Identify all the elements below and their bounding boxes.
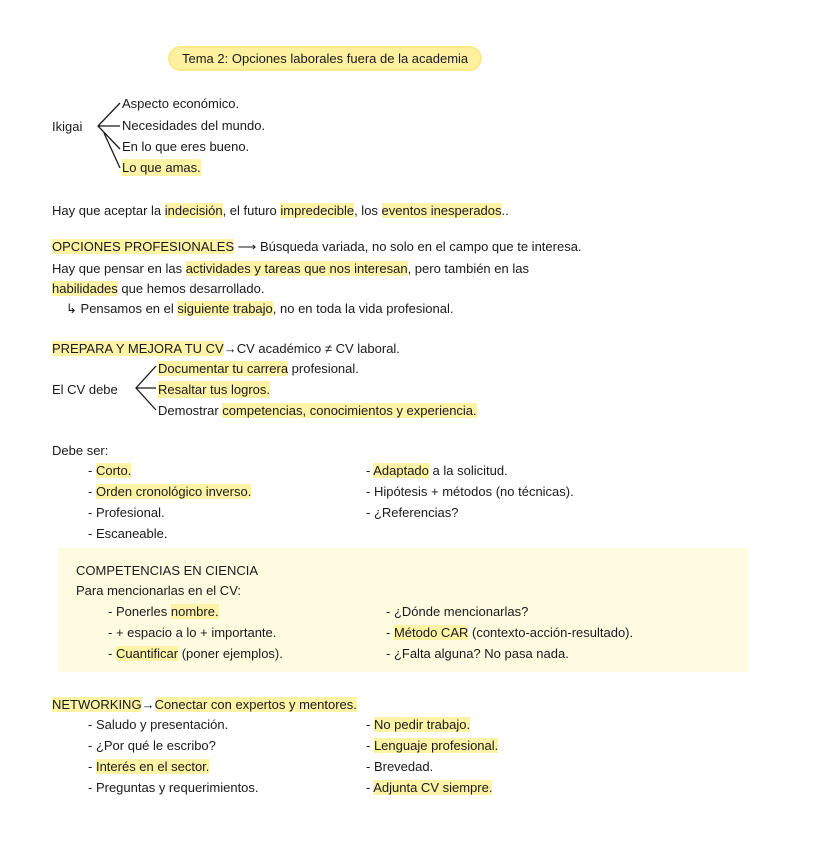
opciones-heading: OPCIONES PROFESIONALES [52,239,235,254]
list-item: - ¿Referencias? [366,505,459,520]
cv-heading: PREPARA Y MEJORA TU CV [52,341,224,356]
ikigai-item: Necesidades del mundo. [122,118,266,133]
list-item: - ¿Por qué le escribo? [88,738,216,753]
arrow-icon: → [223,341,237,356]
list-item: - Brevedad. [366,759,434,774]
list-item: - Corto. [88,463,132,478]
list-item: - + espacio a lo + importante. [108,625,277,640]
cv-line: PREPARA Y MEJORA TU CV→CV académico ≠ CV laboral. [52,341,400,356]
opciones-line2: Hay que pensar en las actividades y tareas que nos interesan, pero también en las [52,261,529,276]
list-item: - ¿Dónde mencionarlas? [386,604,529,619]
page-title: Tema 2: Opciones laborales fuera de la academia [170,48,480,69]
ikigai-item: Aspecto económico. [122,96,240,111]
ikigai-brace-icon [96,100,122,172]
ikigai-item: Lo que amas. [122,160,201,175]
list-item: - Adjunta CV siempre. [366,780,493,795]
networking-heading: NETWORKING [52,697,142,712]
list-item: - Escaneable. [88,526,168,541]
opciones-line3: habilidades que hemos desarrollado. [52,281,265,296]
list-item: - Método CAR (contexto-acción-resultado). [386,625,634,640]
list-item: - Saludo y presentación. [88,717,229,732]
list-item: - Adaptado a la solicitud. [366,463,508,478]
list-item: - Preguntas y requerimientos. [88,780,259,795]
arrow-icon: → [141,697,155,712]
list-item: - Interés en el sector. [88,759,210,774]
competencias-heading: COMPETENCIAS EN CIENCIA [76,563,259,578]
opciones-line4: ↳ Pensamos en el siguiente trabajo, no en toda la vida profesional. [66,301,454,316]
ikigai-label: Ikigai [52,119,83,134]
ikigai-item: En lo que eres bueno. [122,139,250,154]
list-item: - No pedir trabajo. [366,717,471,732]
list-item: - Hipótesis + métodos (no técnicas). [366,484,574,499]
cv-item: Documentar tu carrera profesional. [158,361,359,376]
accept-line: Hay que aceptar la indecisión, el futuro impredecible, los eventos inesperados.. [52,203,509,218]
list-item: - Lenguaje profesional. [366,738,499,753]
opciones-line: OPCIONES PROFESIONALES ⟶ Búsqueda variada, no solo en el campo que te interesa. [52,239,582,254]
long-arrow-icon: ⟶ [237,239,257,254]
return-arrow-icon: ↳ [66,301,77,316]
competencias-sub: Para mencionarlas en el CV: [76,583,241,598]
cv-item: Resaltar tus logros. [158,382,270,397]
cv-label: El CV debe [52,382,118,397]
cv-item: Demostrar competencias, conocimientos y experiencia. [158,403,477,418]
cv-brace-icon [134,362,158,414]
list-item: - Profesional. [88,505,165,520]
list-item: - Orden cronológico inverso. [88,484,252,499]
list-item: - ¿Falta alguna? No pasa nada. [386,646,569,661]
list-item: - Ponerles nombre. [108,604,219,619]
debe-ser-label: Debe ser: [52,443,109,458]
list-item: - Cuantificar (poner ejemplos). [108,646,283,661]
networking-line: NETWORKING→Conectar con expertos y mentores. [52,697,357,712]
